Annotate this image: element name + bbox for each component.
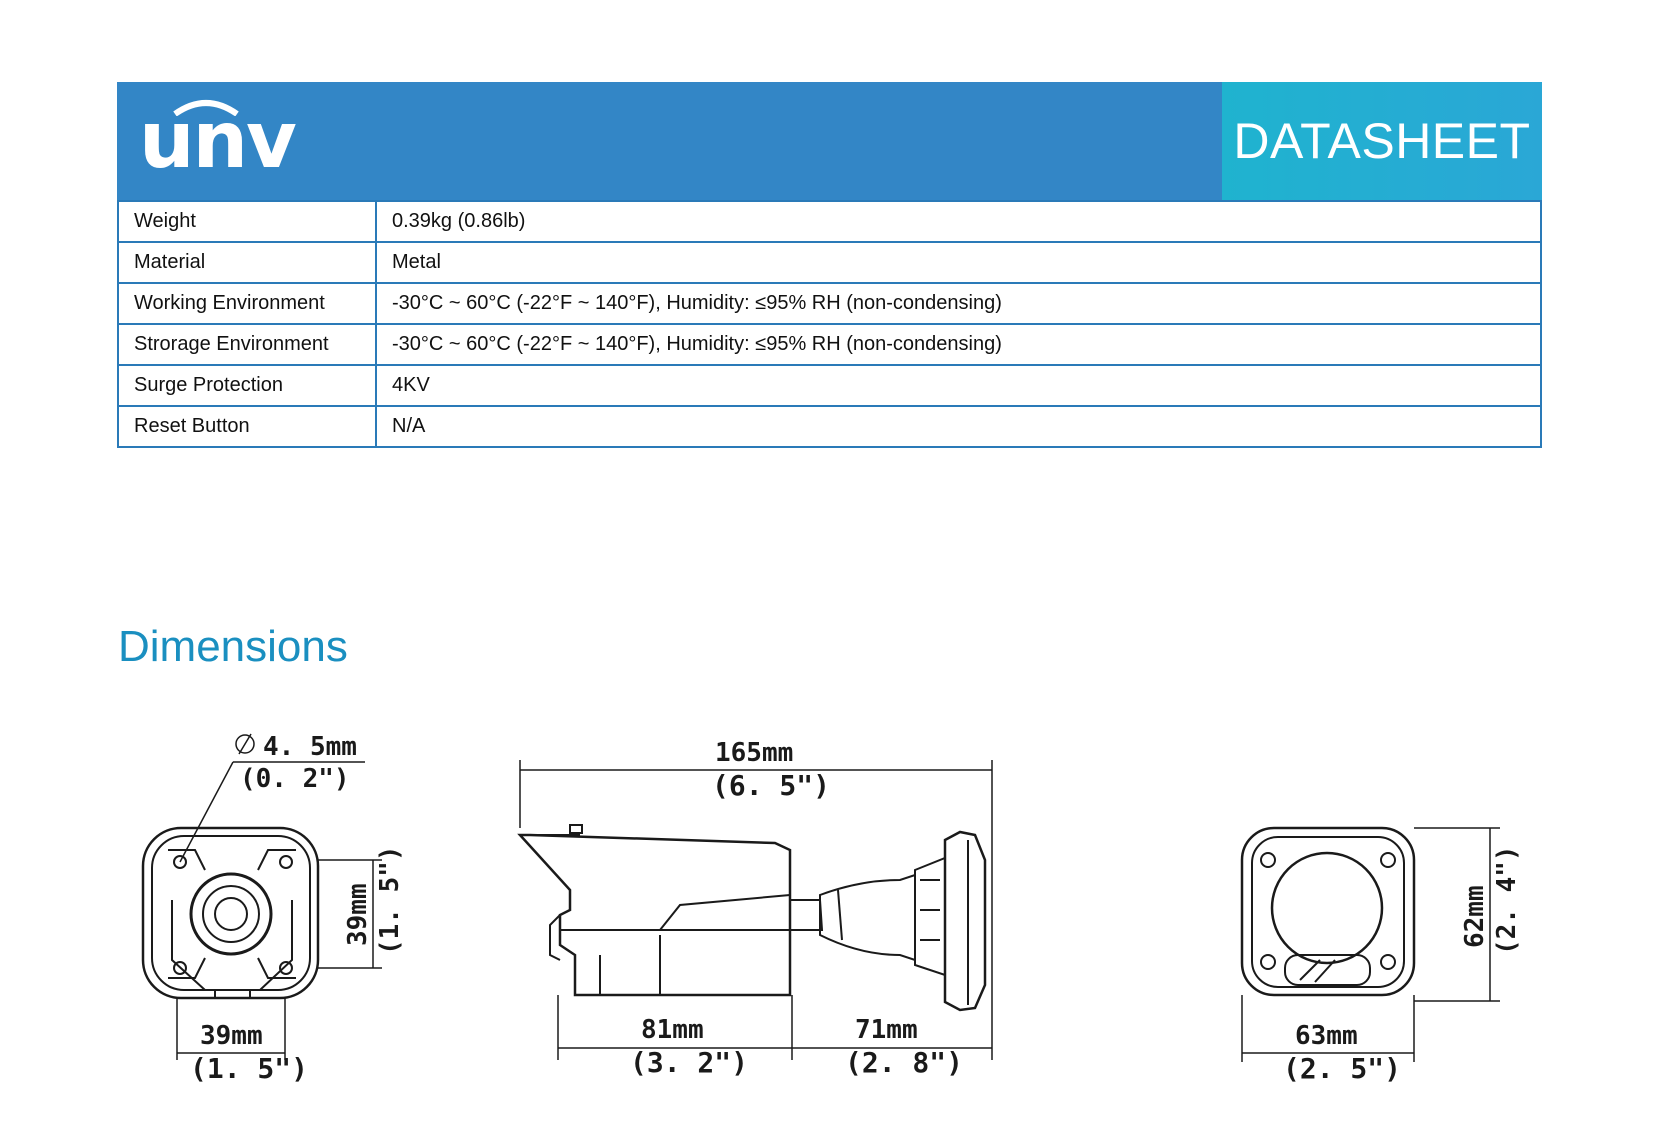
base-width-mm-label: 39mm: [200, 1021, 263, 1051]
spec-value: Metal: [376, 242, 1541, 283]
datasheet-badge: DATASHEET: [1222, 82, 1542, 200]
rear-view-drawing: [143, 828, 318, 998]
front-height-mm-label: 62mm: [1460, 885, 1490, 948]
total-length-mm-label: 165mm: [715, 738, 794, 768]
front-view-drawing: [1242, 828, 1414, 995]
base-height-in-label: (1. 5"): [375, 845, 405, 955]
dimensions-heading: Dimensions: [118, 622, 348, 671]
spec-value: -30°C ~ 60°C (-22°F ~ 140°F), Humidity: ≤95% RH (non-condensing): [376, 324, 1541, 365]
spec-label: Weight: [118, 201, 376, 242]
unv-logo: unv: [139, 96, 295, 186]
hole-mm-label: 4. 5mm: [263, 732, 357, 762]
spec-label: Strorage Environment: [118, 324, 376, 365]
spec-label: Reset Button: [118, 406, 376, 447]
spec-label: Material: [118, 242, 376, 283]
spec-label: Working Environment: [118, 283, 376, 324]
spec-value: 0.39kg (0.86lb): [376, 201, 1541, 242]
base-height-mm-label: 39mm: [343, 883, 373, 946]
front-width-in-label: (2. 5"): [1283, 1052, 1402, 1085]
hole-in-label: (0. 2"): [240, 764, 350, 794]
spec-value: -30°C ~ 60°C (-22°F ~ 140°F), Humidity: ≤95% RH (non-condensing): [376, 283, 1541, 324]
spec-value: 4KV: [376, 365, 1541, 406]
side-view-drawing: [520, 825, 985, 1010]
mount-length-mm-label: 71mm: [855, 1015, 918, 1045]
total-length-in-label: (6. 5"): [712, 769, 831, 802]
body-length-in-label: (3. 2"): [630, 1046, 749, 1079]
spec-label: Surge Protection: [118, 365, 376, 406]
base-width-in-label: (1. 5"): [190, 1052, 309, 1085]
body-length-mm-label: 81mm: [641, 1015, 704, 1045]
spec-value: N/A: [376, 406, 1541, 447]
mount-length-in-label: (2. 8"): [845, 1046, 964, 1079]
front-height-in-label: (2. 4"): [1492, 845, 1522, 955]
front-width-mm-label: 63mm: [1295, 1021, 1358, 1051]
